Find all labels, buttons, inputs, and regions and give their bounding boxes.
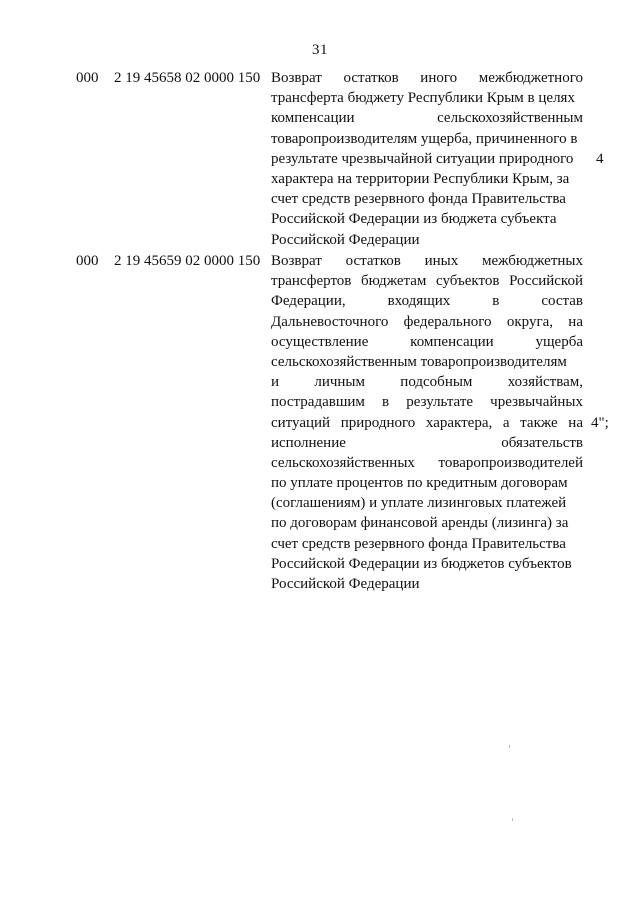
scan-speck [509,745,510,748]
description-line: характера на территории Республики Крым, за [271,170,570,187]
page-number: 31 [312,42,328,58]
description-line: товаропроизводителям ущерба, причиненного в [271,130,578,147]
description-line: компенсации сельскохозяйственным [271,110,583,127]
description-line: сельскохозяйственных товаропроизводителей [271,454,583,471]
description-line: осуществление компенсации ущерба [271,333,583,350]
budget-classification-code: 2 19 45659 02 0000 150 [114,253,261,269]
description-line: по договорам финансовой аренды (лизинга) за [271,515,569,532]
amount-value: 4"; [591,415,609,431]
description-line: Дальневосточного федерального округа, на [271,313,583,330]
description-line: Российской Федерации из бюджетов субъектов [271,555,572,572]
description-line: счет средств резервного фонда Правительства [271,535,566,552]
admin-code: 000 [76,253,99,269]
description-line: Российской Федерации из бюджета субъекта [271,211,557,228]
description-line: трансфертов бюджетам субъектов Российской [271,273,583,290]
description-line: по уплате процентов по кредитным договорам [271,475,568,492]
description-line: и личным подсобным хозяйствам, [271,374,583,391]
admin-code: 000 [76,70,99,86]
description-line: пострадавшим в результате чрезвычайных [271,394,583,411]
budget-classification-code: 2 19 45658 02 0000 150 [114,70,261,86]
description-line: Федерации, входящих в состав [271,293,583,310]
description-line: счет средств резервного фонда Правительства [271,191,566,208]
description-line: результате чрезвычайной ситуации природного [271,150,574,167]
income-description [271,251,583,594]
description-line: (соглашениям) и уплате лизинговых платежей [271,495,567,512]
description-line: Российской Федерации [271,231,420,248]
description-line: ситуаций природного характера, а также на [271,414,583,431]
description-line: трансферта бюджету Республики Крым в целях [271,90,575,107]
description-line: Возврат остатков иного межбюджетного [271,70,583,86]
description-line: сельскохозяйственным товаропроизводителям [271,353,567,370]
description-line: исполнение обязательств [271,434,583,451]
description-line: Возврат остатков иных межбюджетных [271,253,583,269]
amount-value: 4 [596,151,604,167]
description-line: Российской Федерации [271,576,420,592]
scan-speck [512,818,513,821]
income-description [271,68,583,250]
